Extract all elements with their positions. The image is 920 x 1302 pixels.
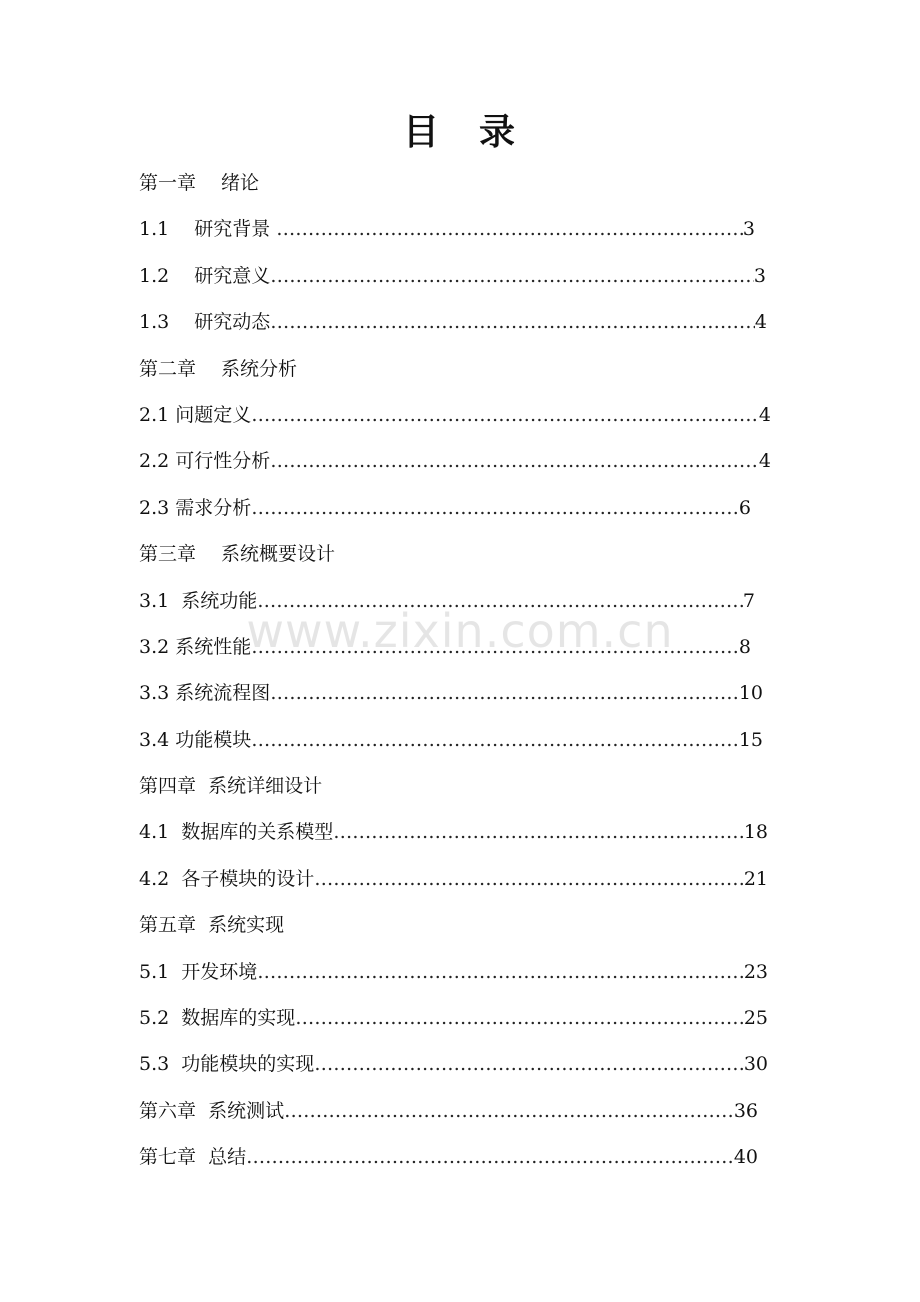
toc-entry: [139, 578, 755, 624]
toc-entry-label: 2.1 问题定义: [139, 403, 252, 426]
toc-chapter-label: 第二章 系统分析: [139, 357, 298, 380]
dot-leader: [251, 485, 739, 531]
toc-entry-label: 5.3 功能模块的实现: [139, 1053, 315, 1076]
toc-entry: [139, 1041, 768, 1087]
dot-leader: [270, 253, 754, 299]
toc-entry-label: 5.1 开发环境: [139, 960, 258, 983]
watermark: www.zixin.com.cn: [246, 604, 674, 658]
toc-chapter-heading: [139, 531, 779, 577]
toc-page-number: 4: [754, 311, 767, 334]
toc-entry-label: 4.1 数据库的关系模型: [139, 821, 334, 844]
toc-entry: [139, 856, 768, 902]
toc-entry-label: 3.3 系统流程图: [139, 682, 271, 705]
toc-entry: [139, 206, 755, 252]
dot-leader: [251, 392, 759, 438]
toc-page-number: 3: [753, 264, 766, 287]
dot-leader: [314, 1041, 744, 1087]
dot-leader: [333, 809, 744, 855]
toc-entry-label: 2.3 需求分析: [139, 496, 252, 519]
dot-leader: [270, 670, 739, 716]
dot-leader: [314, 856, 744, 902]
toc-entry: [139, 1134, 758, 1180]
toc-page-number: 25: [743, 1007, 768, 1030]
toc-page-number: 40: [733, 1146, 758, 1169]
dot-leader: [270, 299, 755, 345]
toc-page-number: 8: [738, 635, 751, 658]
toc-title: 目 录: [402, 111, 517, 153]
dot-leader: [251, 624, 739, 670]
toc-entry: [139, 809, 768, 855]
toc-entry-label: 1.3 研究动态: [139, 311, 271, 334]
toc-entry-label: 2.2 可行性分析: [139, 450, 271, 473]
toc-entry-label: 第七章 总结: [139, 1146, 247, 1169]
dot-leader: [257, 949, 744, 995]
toc-page-number: 4: [758, 450, 771, 473]
dot-leader: [276, 206, 743, 252]
toc-entry: [139, 1088, 758, 1134]
toc-page-number: 21: [743, 867, 768, 890]
toc-entry: [139, 670, 763, 716]
toc-entry-label: 第六章 系统测试: [139, 1099, 285, 1122]
toc-chapter-heading: [139, 902, 779, 948]
toc-chapter-heading: [139, 346, 779, 392]
toc-entry: [139, 253, 766, 299]
toc-page-number: 15: [738, 728, 763, 751]
toc-entry-label: 5.2 数据库的实现: [139, 1007, 296, 1030]
toc-entry-label: 1.2 研究意义: [139, 264, 271, 287]
dot-leader: [270, 438, 759, 484]
dot-leader: [251, 717, 739, 763]
toc-chapter-label: 第五章 系统实现: [139, 914, 285, 937]
toc-page-number: 30: [743, 1053, 768, 1076]
toc-entry-label: 1.1 研究背景: [139, 218, 277, 241]
toc-entry: [139, 624, 751, 670]
toc-entry: [139, 717, 763, 763]
toc-chapter-label: 第三章 系统概要设计: [139, 543, 336, 566]
toc-entry: [139, 299, 767, 345]
toc-entry-label: 3.1 系统功能: [139, 589, 258, 612]
toc-entry: [139, 438, 771, 484]
toc-page-number: 4: [758, 403, 771, 426]
toc-entry: [139, 485, 751, 531]
dot-leader: [284, 1088, 734, 1134]
toc-chapter-label: 第一章 绪论: [139, 172, 260, 194]
toc-entry-label: 3.4 功能模块: [139, 728, 252, 751]
dot-leader: [295, 995, 744, 1041]
table-of-contents: [139, 160, 779, 1181]
toc-chapter-heading: [139, 763, 779, 809]
toc-entry-label: 3.2 系统性能: [139, 635, 252, 658]
toc-chapter-heading: [139, 160, 779, 206]
toc-page-number: 6: [738, 496, 751, 519]
toc-entry-label: 4.2 各子模块的设计: [139, 867, 315, 890]
toc-page-number: 10: [738, 682, 763, 705]
dot-leader: [257, 578, 743, 624]
toc-entry: [139, 392, 771, 438]
toc-page-number: 3: [742, 218, 755, 241]
toc-page-number: 18: [743, 821, 768, 844]
toc-page-number: 23: [743, 960, 768, 983]
toc-page-number: 36: [733, 1099, 758, 1122]
toc-page-number: 7: [742, 589, 755, 612]
toc-entry: [139, 949, 768, 995]
toc-entry: [139, 995, 768, 1041]
toc-chapter-label: 第四章 系统详细设计: [139, 775, 323, 798]
dot-leader: [246, 1134, 734, 1180]
